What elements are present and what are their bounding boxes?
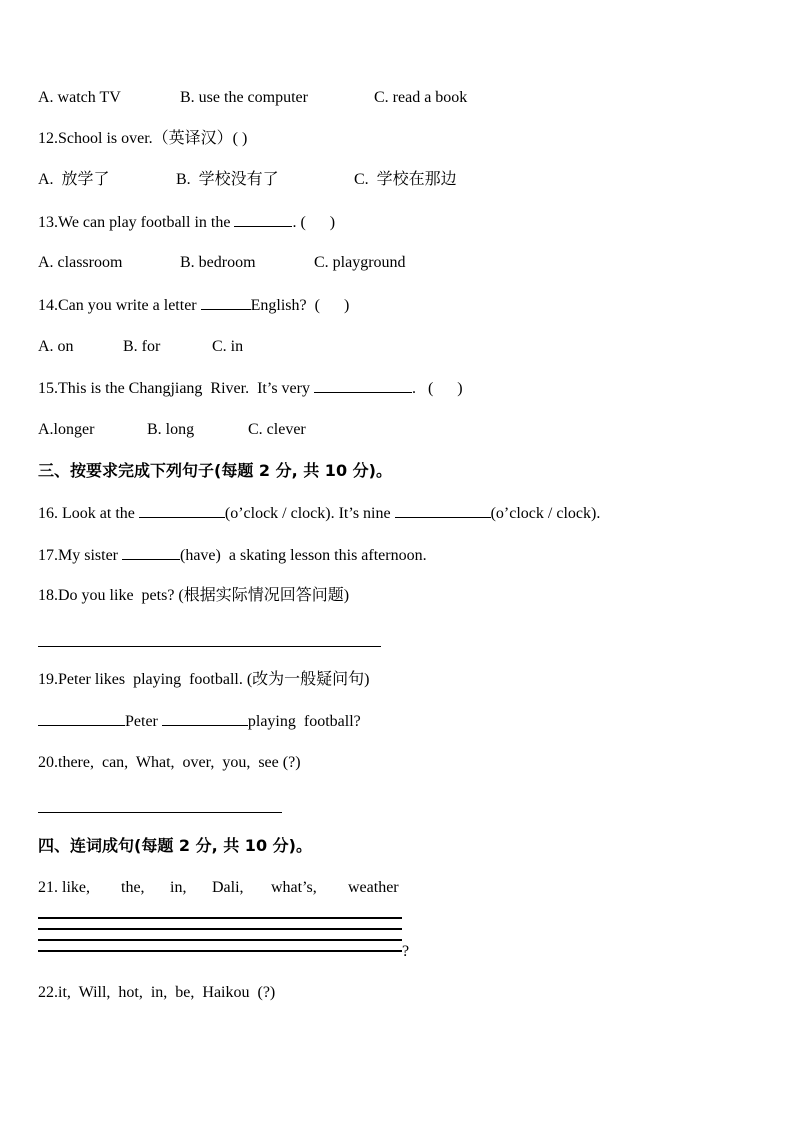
q19-blank-1[interactable]: [38, 711, 125, 726]
q15-stem: [38, 378, 463, 399]
q16-blank-1[interactable]: [139, 503, 225, 518]
q14-blank[interactable]: [201, 295, 251, 310]
q16-mid: (o’clock / clock). It’s nine: [224, 505, 395, 522]
q19-answer-mid: Peter: [125, 713, 162, 730]
q16-blank-2[interactable]: [395, 503, 491, 518]
q21-word: in,: [170, 879, 187, 896]
q13-option-c: C. playground: [314, 254, 406, 271]
q19-stem: 19.Peter likes playing football. (改为一般疑问句): [38, 671, 370, 688]
q17-text: 17.My sister: [38, 547, 122, 564]
q13-stem: [38, 212, 335, 233]
q15-option-b: B. long: [147, 421, 195, 438]
q13-blank[interactable]: [234, 212, 292, 227]
q12-option-a: A. 放学了: [38, 171, 110, 188]
q12-option-b: B. 学校没有了: [176, 171, 279, 188]
q21-answer-line[interactable]: [38, 928, 402, 930]
q21-word: the,: [121, 879, 145, 896]
q21-answer-line[interactable]: [38, 917, 402, 919]
q17-stem: [38, 545, 427, 566]
q14-stem: [38, 295, 349, 316]
q19-answer: [38, 711, 361, 732]
q12-option-c: C. 学校在那边: [354, 171, 457, 188]
q14-option-c: C. in: [212, 338, 244, 355]
q21-word: Dali,: [212, 879, 244, 896]
q16-stem: [38, 503, 600, 524]
q14-option-b: B. for: [123, 338, 161, 355]
q14-tail: English? ( ): [250, 297, 350, 314]
q12-stem: 12.School is over.（英译汉）( ): [38, 130, 248, 147]
q21-answer-line[interactable]: [38, 950, 402, 952]
section-4-title: 四、连词成句(每题 2 分, 共 10 分)。: [38, 836, 312, 855]
q16-tail: (o’clock / clock).: [490, 505, 601, 522]
q18-answer-line[interactable]: [38, 646, 381, 647]
q13-text: 13.We can play football in the: [38, 214, 235, 231]
q18-stem: 18.Do you like pets? (根据实际情况回答问题): [38, 587, 350, 604]
section-3-title: 三、按要求完成下列句子(每题 2 分, 共 10 分)。: [38, 461, 392, 480]
q13-tail: . ( ): [292, 214, 336, 231]
q15-tail: . ( ): [411, 380, 463, 397]
q14-option-a: A. on: [38, 338, 74, 355]
q20-stem: 20.there, can, What, over, you, see (?): [38, 754, 301, 771]
q13-option-b: B. bedroom: [180, 254, 256, 271]
q17-tail: (have) a skating lesson this afternoon.: [180, 547, 427, 564]
q21-word: 21. like,: [38, 879, 90, 896]
q20-answer-line[interactable]: [38, 812, 282, 813]
q11-option-a: A. watch TV: [38, 89, 121, 106]
q11-option-b: B. use the computer: [180, 89, 308, 106]
q19-answer-tail: playing football?: [247, 713, 361, 730]
q21-answer-line[interactable]: [38, 939, 402, 941]
q14-text: 14.Can you write a letter: [38, 297, 201, 314]
q16-text: 16. Look at the: [38, 505, 139, 522]
q19-blank-2[interactable]: [162, 711, 248, 726]
q15-text: 15.This is the Changjiang River. It’s very: [38, 380, 314, 397]
q21-question-mark: ?: [402, 943, 410, 960]
q21-word: weather: [348, 879, 399, 896]
q22-stem: 22.it, Will, hot, in, be, Haikou (?): [38, 984, 276, 1001]
q17-blank[interactable]: [122, 545, 180, 560]
q15-option-c: C. clever: [248, 421, 306, 438]
q21-word: what’s,: [271, 879, 317, 896]
q11-option-c: C. read a book: [374, 89, 468, 106]
q13-option-a: A. classroom: [38, 254, 123, 271]
q15-blank[interactable]: [314, 378, 412, 393]
q15-option-a: A.longer: [38, 421, 95, 438]
